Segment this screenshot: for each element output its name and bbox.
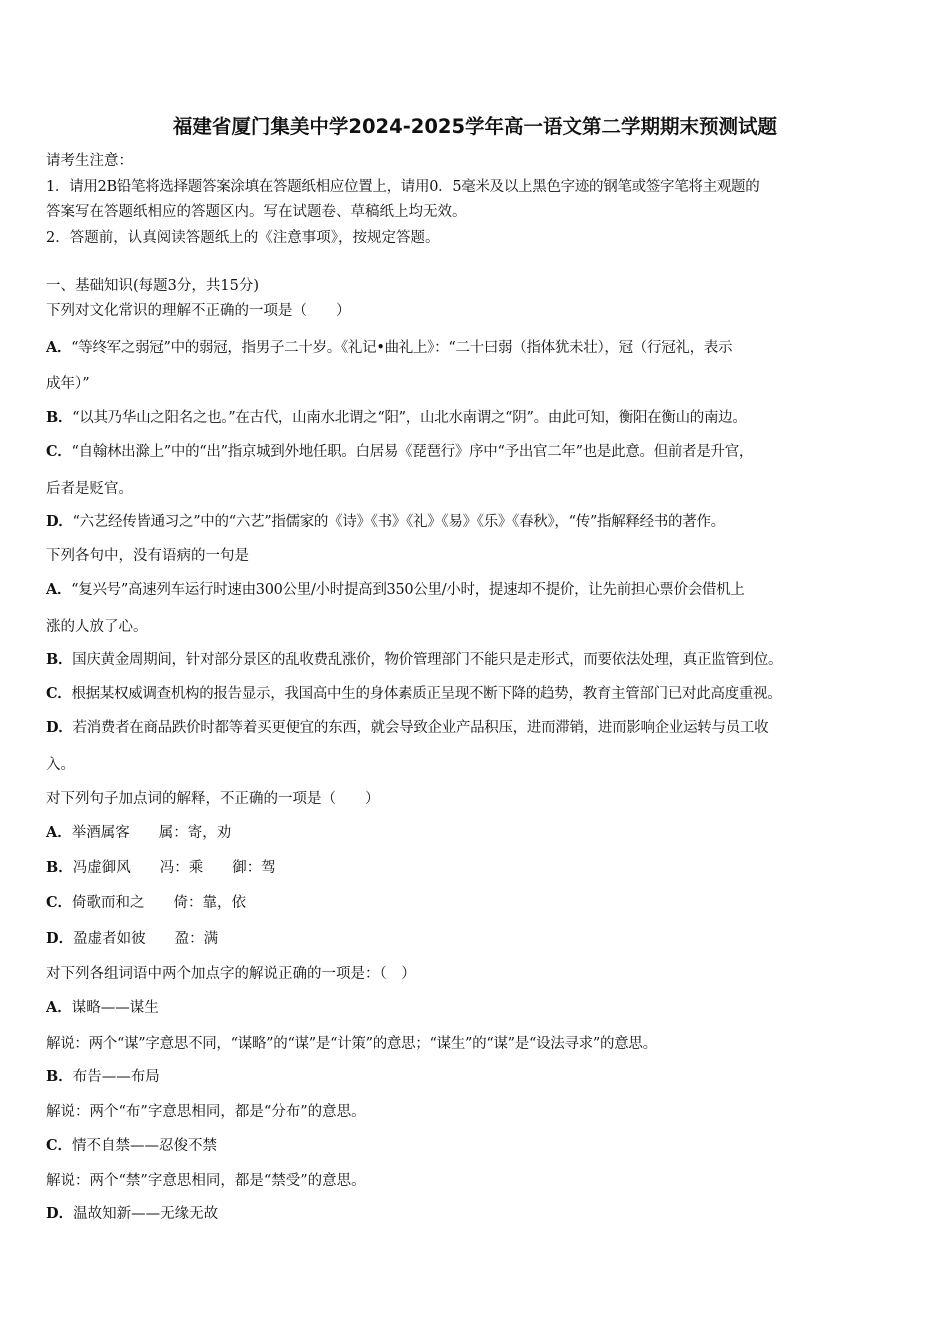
q2-c-label: C． [46, 685, 72, 702]
q3-option-d [46, 929, 218, 949]
q4-stem: 对下列各组词语中两个加点字的解说正确的一项是：（ ） [46, 966, 416, 982]
q4-c-label: C． [46, 1137, 73, 1154]
q1-d-label: D． [46, 513, 73, 530]
q3-c-label: C． [46, 894, 73, 911]
q4-option-c [46, 1136, 217, 1156]
q1-c-text: “自翰林出滁上”中的“出”指京城到外地任职。白居易《琵琶行》序中“予出官二年”也是此意。但前者是升官， [71, 444, 754, 460]
q1-c-label: C． [46, 443, 72, 460]
q3-stem: 对下列句子加点词的解释，不正确的一项是（ ） [46, 791, 380, 807]
q1-a-cont: 成年）” [46, 376, 90, 392]
q4-c-explanation: 解说：两个“禁”字意思相同，都是“禁受”的意思。 [46, 1173, 366, 1189]
q2-b-label: B． [46, 651, 73, 668]
q1-option-b [46, 408, 747, 428]
q4-a-text: 谋略——谋生 [71, 1000, 159, 1016]
q2-option-b [46, 650, 782, 670]
q4-option-a [46, 998, 159, 1018]
q3-a-label: A． [46, 824, 72, 841]
q4-b-text: 布告——布局 [72, 1069, 160, 1085]
q3-d-text: 盈虚者如彼 盈：满 [73, 931, 219, 947]
notice-line-2: 答案写在答题纸相应的答题区内。写在试题卷、草稿纸上均无效。 [46, 204, 467, 220]
q4-option-b [46, 1067, 160, 1087]
q4-d-text: 温故知新——无缘无故 [73, 1206, 219, 1222]
q3-b-text: 冯虚御风 冯：乘 御：驾 [72, 860, 276, 876]
q1-b-label: B． [46, 409, 73, 426]
notice-heading: 请考生注意： [46, 153, 133, 169]
q1-c-cont: 后者是贬官。 [46, 481, 133, 497]
q2-b-text: 国庆黄金周期间，针对部分景区的乱收费乱涨价，物价管理部门不能只是走形式，而要依法处理，真正监管到位。 [72, 652, 783, 668]
q2-a-text: “复兴号”高速列车运行时速由300公里/小时提高到350公里/小时，提速却不提价，让先前担心票价会借机上 [71, 582, 745, 598]
q3-b-label: B． [46, 859, 73, 876]
q2-a-label: A． [46, 581, 72, 598]
q2-d-text: 若消费者在商品跌价时都等着买更便宜的东西，就会导致企业产品积压，进而滞销，进而影响企业运转与员工收 [72, 720, 769, 736]
q1-option-d [46, 512, 725, 532]
q1-d-text: “六艺经传皆通习之”中的“六艺”指儒家的《诗》《书》《礼》《易》《乐》《春秋》，“传”指解释经书的著作。 [72, 514, 725, 530]
q2-c-text: 根据某权威调查机构的报告显示，我国高中生的身体素质正呈现不断下降的趋势，教育主管部门已对此高度重视。 [71, 686, 782, 702]
q3-option-b [46, 858, 276, 878]
q1-a-label: A． [46, 339, 72, 356]
section-heading: 一、基础知识(每题3分，共15分) [46, 278, 259, 294]
q2-option-a [46, 580, 745, 600]
q4-option-d [46, 1204, 218, 1224]
q3-d-label: D． [46, 930, 74, 947]
q2-option-d [46, 718, 768, 738]
notice-line-3: 2．答题前，认真阅读答题纸上的《注意事项》，按规定答题。 [46, 230, 440, 246]
q2-stem: 下列各句中，没有语病的一句是 [46, 548, 249, 564]
q1-stem: 下列对文化常识的理解不正确的一项是（ ） [46, 303, 351, 319]
q3-option-c [46, 893, 246, 913]
q4-c-text: 情不自禁——忍俊不禁 [72, 1138, 218, 1154]
q1-option-a [46, 338, 732, 358]
q3-c-text: 倚歌而和之 倚：靠，依 [72, 895, 247, 911]
q4-a-label: A． [46, 999, 72, 1016]
q2-d-cont: 入。 [46, 757, 75, 773]
q4-a-explanation: 解说：两个“谋”字意思不同，“谋略”的“谋”是“计策”的意思；“谋生”的“谋”是“设法寻求”的意思。 [46, 1036, 657, 1052]
q1-b-text: “以其乃华山之阳名之也。”在古代，山南水北谓之“阳”，山北水南谓之“阴”。由此可知，衡阳在衡山的南边。 [72, 410, 747, 426]
notice-line-1: 1．请用2B铅笔将选择题答案涂填在答题纸相应位置上，请用0．5毫米及以上黑色字迹的钢笔或签字笔将主观题的 [46, 179, 760, 195]
q3-option-a [46, 823, 231, 843]
q4-b-label: B． [46, 1068, 73, 1085]
page-title: 福建省厦门集美中学2024-2025学年高一语文第二学期期末预测试题 [172, 115, 778, 138]
q1-option-c [46, 442, 753, 462]
q1-a-text: “等终军之弱冠”中的弱冠，指男子二十岁。《礼记•曲礼上》：“二十曰弱（指体犹未壮），冠（行冠礼，表示 [71, 340, 733, 356]
q3-a-text: 举酒属客 属：寄，劝 [71, 825, 232, 841]
q2-a-cont: 涨的人放了心。 [46, 619, 148, 635]
q2-option-c [46, 684, 781, 704]
q4-d-label: D． [46, 1205, 74, 1222]
q2-d-label: D． [46, 719, 73, 736]
q4-b-explanation: 解说：两个“布”字意思相同，都是“分布”的意思。 [46, 1104, 366, 1120]
